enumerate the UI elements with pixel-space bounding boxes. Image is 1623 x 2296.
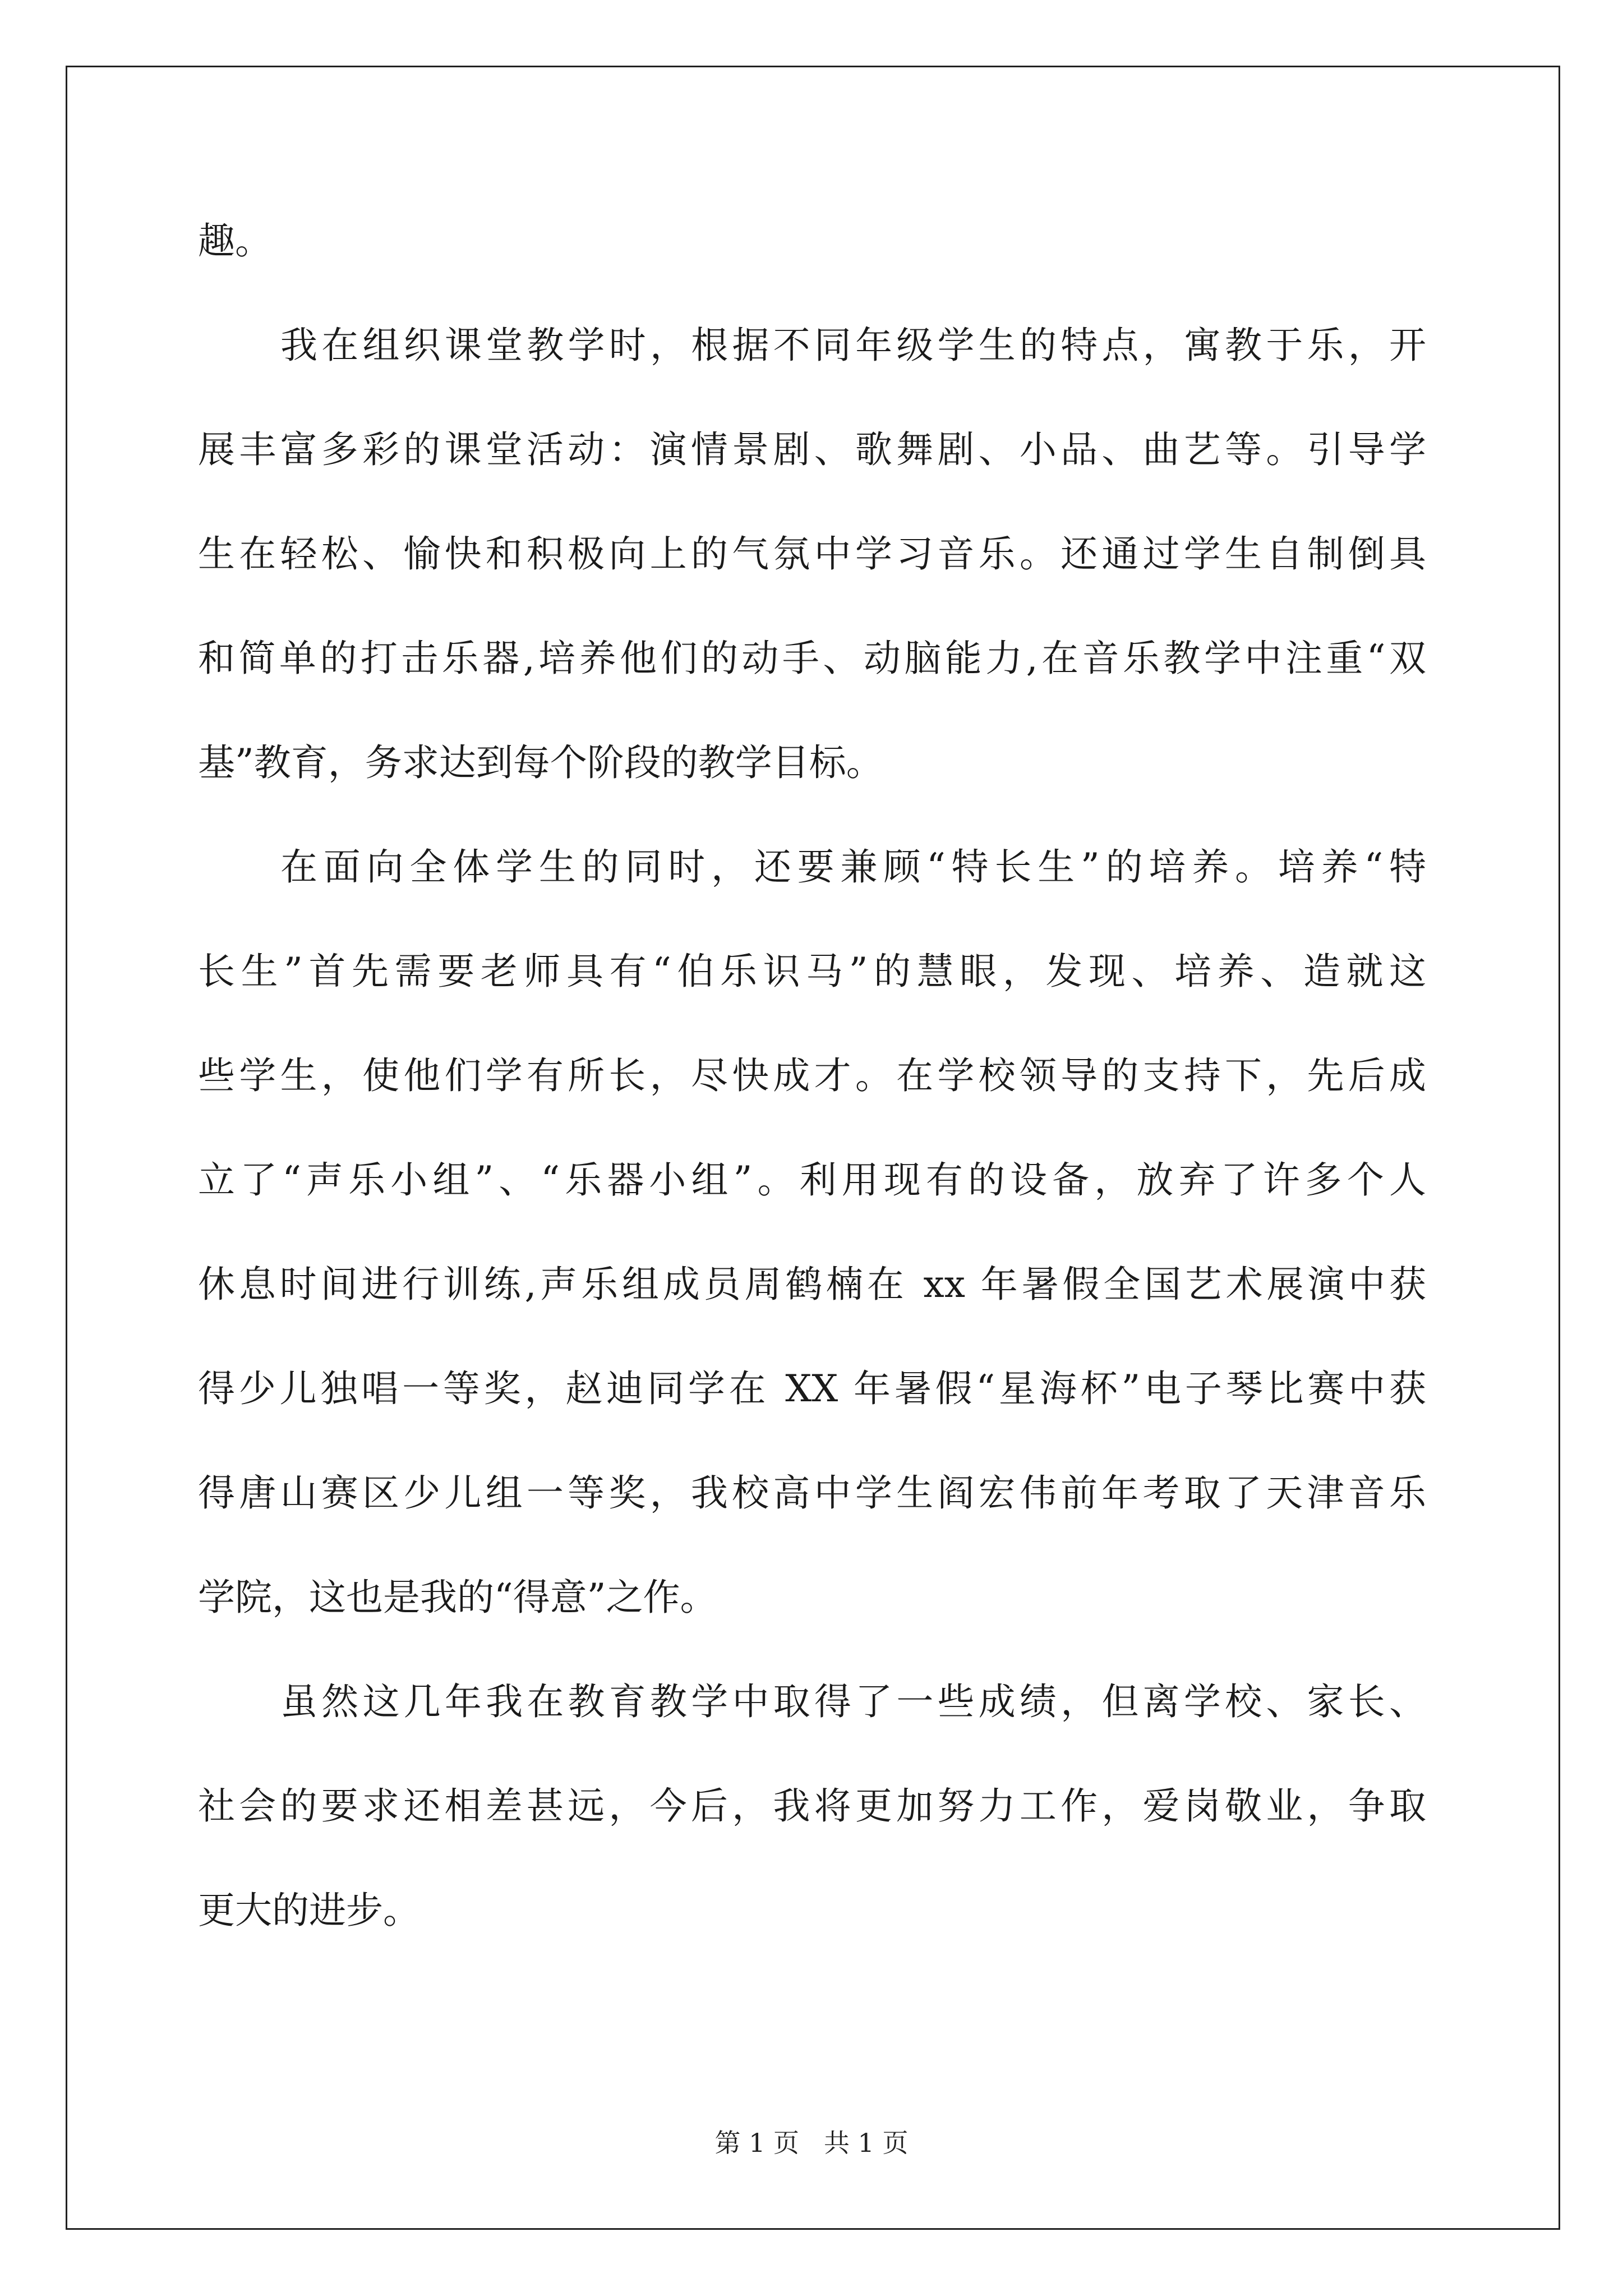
- text-line-10: 立了“声乐小组”、“乐器小组”。利用现有的设备，放弃了许多个人: [198, 1158, 1426, 1202]
- text-line-7: 在面向全体学生的同时，还要兼顾“特长生”的培养。培养“特: [280, 845, 1426, 889]
- page-footer: [0, 2126, 1623, 2160]
- page-total: 共 1 页: [823, 2128, 909, 2158]
- text-line-17: 更大的进步。: [198, 1889, 420, 1932]
- text-line-16: 社会的要求还相差甚远，今后，我将更加努力工作，爱岗敬业，争取: [198, 1784, 1426, 1828]
- text-line-1: 趣。: [198, 219, 272, 263]
- text-line-8: 长生”首先需要老师具有“伯乐识马”的慧眼，发现、培养、造就这: [198, 950, 1426, 993]
- page-number: 第 1 页: [714, 2128, 800, 2158]
- text-line-5: 和简单的打击乐器,培养他们的动手、动脑能力,在音乐教学中注重“双: [198, 637, 1426, 680]
- text-line-9: 些学生，使他们学有所长，尽快成才。在学校领导的支持下，先后成: [198, 1054, 1426, 1097]
- text-line-12: 得少儿独唱一等奖，赵迪同学在 XX 年暑假“星海杯”电子琴比赛中获: [198, 1367, 1426, 1410]
- text-line-3: 展丰富多彩的课堂活动：演情景剧、歌舞剧、小品、曲艺等。引导学: [198, 428, 1426, 471]
- text-line-2: 我在组织课堂教学时，根据不同年级学生的特点，寓教于乐，开: [280, 324, 1426, 367]
- text-line-15: 虽然这几年我在教育教学中取得了一些成绩，但离学校、家长、: [280, 1680, 1426, 1723]
- text-line-11: 休息时间进行训练,声乐组成员周鹤楠在 xx 年暑假全国艺术展演中获: [198, 1263, 1426, 1306]
- text-line-6: 基”教育，务求达到每个阶段的教学目标。: [198, 741, 883, 784]
- text-line-13: 得唐山赛区少儿组一等奖，我校高中学生阎宏伟前年考取了天津音乐: [198, 1471, 1426, 1515]
- text-line-4: 生在轻松、愉快和积极向上的气氛中学习音乐。还通过学生自制倒具: [198, 532, 1426, 576]
- text-line-14: 学院，这也是我的“得意”之作。: [198, 1576, 717, 1619]
